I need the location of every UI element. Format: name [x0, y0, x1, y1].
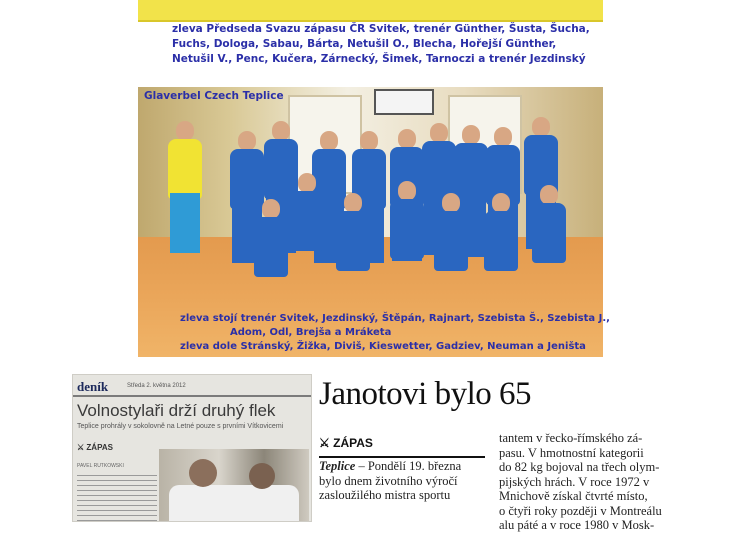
article-line: Teplice – Pondělí 19. března — [319, 459, 462, 473]
article-line: alu páté a v roce 1980 v Mosk- — [499, 518, 655, 532]
wrestlers-icon: ⚔ — [77, 443, 85, 452]
clipping-date: Středa 2. května 2012 — [127, 383, 186, 389]
top-photo-caption — [172, 22, 592, 67]
divider — [73, 395, 311, 397]
caption-line: Fuchs, Dologa, Sabau, Bárta, Netušil O., Blecha, Hořejší Günther, — [172, 38, 557, 50]
caption-line: zleva dole Stránský, Žižka, Diviš, Kieswetter, Gadziev, Neuman a Jeništa — [180, 341, 586, 352]
wrestlers-icon: ⚔ — [319, 436, 330, 450]
article-text-block — [77, 471, 157, 521]
section-label-text: ZÁPAS — [86, 443, 113, 452]
team-label: Glaverbel Czech Teplice — [144, 90, 284, 102]
article-line: bylo dnem životního výročí — [319, 473, 458, 488]
article-column-2 — [499, 431, 669, 533]
yellow-banner-strip — [138, 0, 603, 22]
newspaper-clipping-denik — [72, 374, 312, 522]
denik-logo: deník — [77, 379, 109, 394]
section-label — [77, 443, 113, 452]
caption-line: Adom, Odl, Brejša a Mráketa — [230, 327, 392, 338]
clipping-headline: Janotovi bylo 65 — [319, 376, 531, 412]
caption-line: Netušil V., Penc, Kučera, Zárnecký, Šimek, Tarnoczi a trenér Jezdinský — [172, 53, 586, 65]
caption-line: zleva stojí trenér Svitek, Jezdinský, Štěpán, Rajnart, Szebista Š., Szebista J., — [180, 313, 610, 324]
clipping-photo — [159, 449, 309, 521]
clipping-headline: Volnostylaři drží druhý flek — [77, 401, 276, 420]
article-line: do 82 kg bojoval na třech olym- — [499, 460, 660, 474]
team-photo-caption — [138, 312, 610, 354]
caption-line: zleva Předseda Svazu zápasu ČR Svitek, trenér Günther, Šusta, Šucha, — [172, 23, 590, 35]
newspaper-clipping-janota — [317, 374, 665, 532]
article-line: pasu. V hmotnostní kategorii — [499, 445, 644, 460]
team-photo — [138, 87, 610, 357]
basketball-hoop — [374, 89, 434, 115]
article-column-1 — [319, 459, 487, 503]
section-label-text: ZÁPAS — [333, 436, 373, 450]
article-line: tantem v řecko-římského zá- — [499, 431, 643, 445]
clipping-subtitle: Teplice prohrály v sokolovně na Letné pouze s prvními Vítkovicemi — [77, 423, 284, 430]
clipping-author: PAVEL RUTKOWSKI — [77, 463, 124, 469]
section-label — [319, 436, 373, 450]
article-line: Mnichově získal čtvrté místo, — [499, 489, 648, 503]
divider — [319, 456, 485, 458]
article-line: zasloužilého mistra sportu — [319, 488, 451, 502]
article-line: o čtyři roky později v Montreálu — [499, 503, 662, 518]
article-line: pijských hrách. V roce 1972 v — [499, 474, 650, 489]
